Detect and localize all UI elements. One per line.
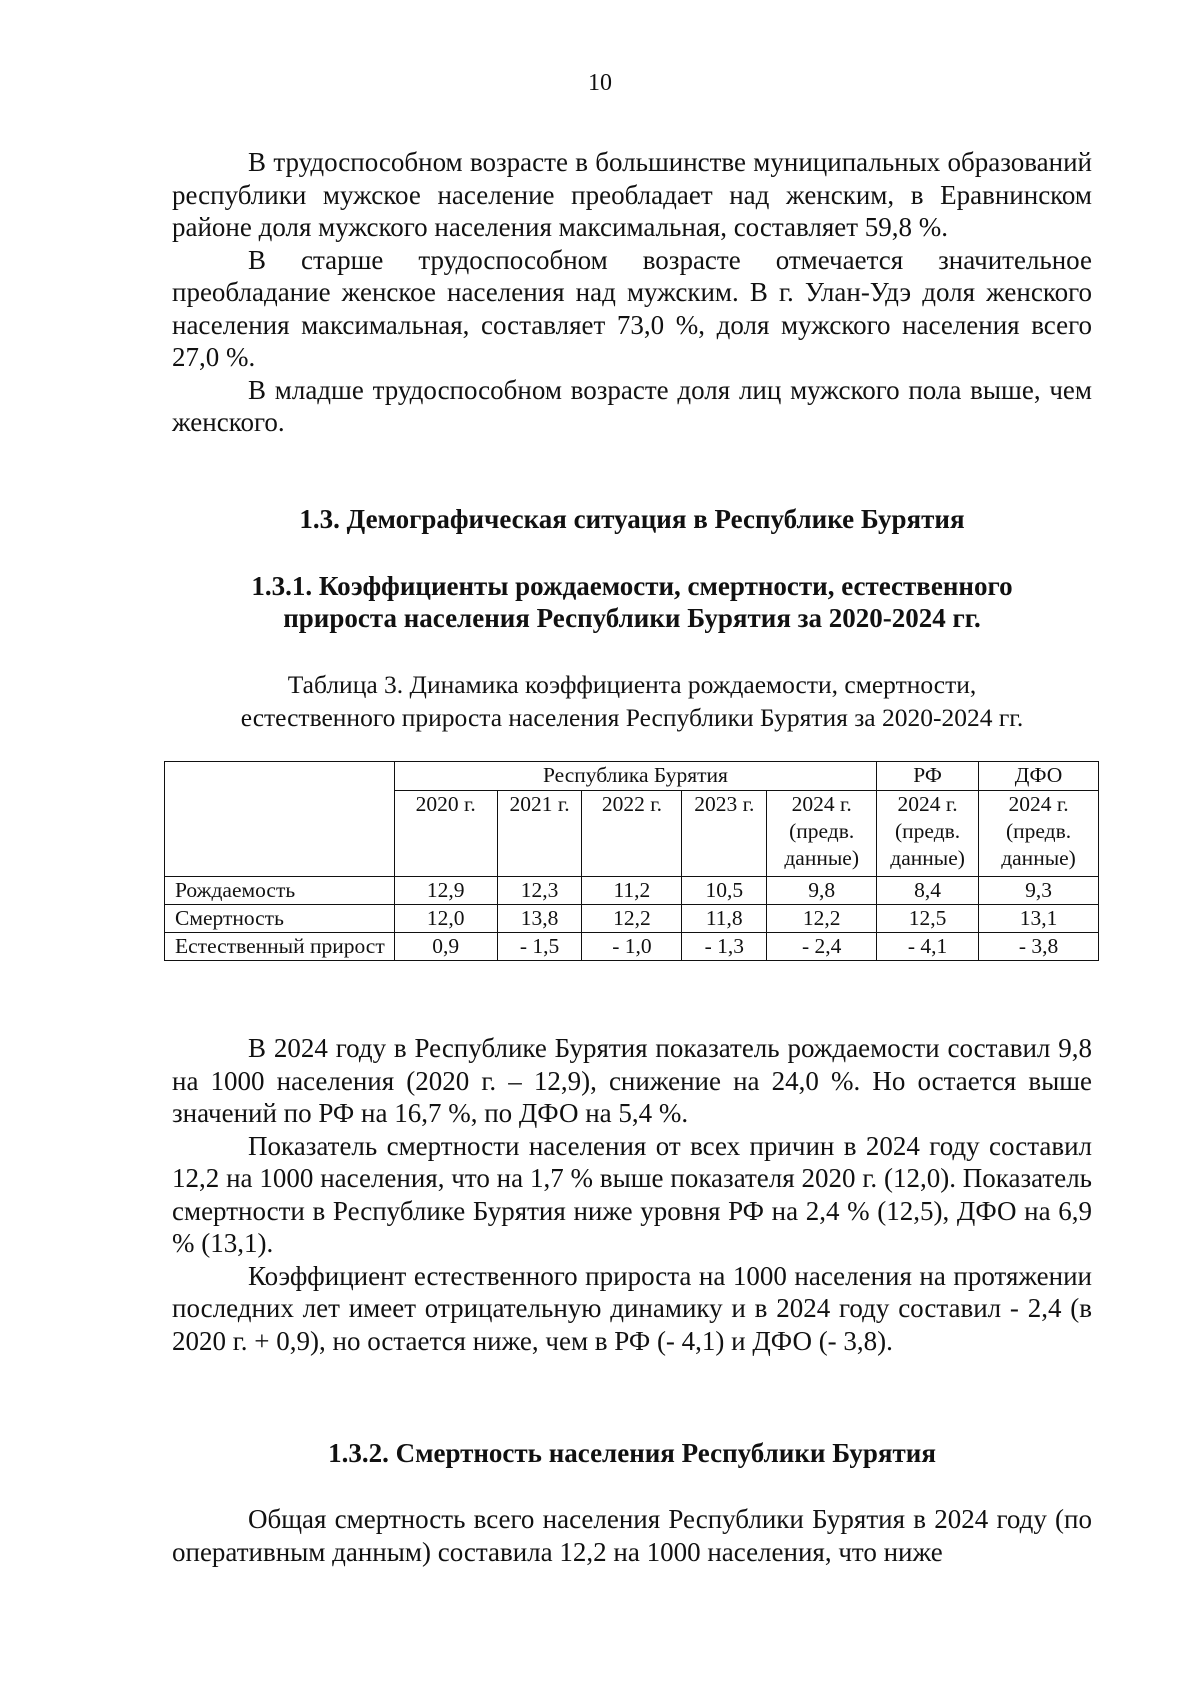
table-cell: 9,8 <box>767 877 877 905</box>
paragraph: Показатель смертности населения от всех причин в 2024 году составил 12,2 на 1000 населения, что на 1,7 % выше показателя 2020 г. (12,0). Показатель смертности в Республике Бурятия ниже уровня РФ на 2,4 % (12,5), ДФО на 6,9 % (13,1). <box>172 1130 1092 1258</box>
paragraph: В трудоспособном возрасте в большинстве муниципальных образований республики мужское население преобладает над женским, в Еравнинском районе доля мужского населения максимальная, составляет 59,8 %. <box>172 147 1092 242</box>
table-row <box>165 905 1099 933</box>
dfo-header: ДФО <box>979 762 1099 791</box>
column-header: 2023 г. <box>682 791 767 877</box>
table-cell: 12,5 <box>877 905 979 933</box>
table-cell: 8,4 <box>877 877 979 905</box>
paragraph: Общая смертность всего населения Республики Бурятия в 2024 году (по оперативным данным) составила 12,2 на 1000 населения, что ниже <box>172 1504 1092 1567</box>
column-header: 2024 г. (предв. данные) <box>877 791 979 877</box>
table-cell: 12,3 <box>497 877 582 905</box>
table-cell: 11,8 <box>682 905 767 933</box>
table-cell: - 2,4 <box>767 933 877 961</box>
group-header: Республика Бурятия <box>394 762 876 791</box>
table-caption-line1: Таблица 3. Динамика коэффициента рождаемости, смертности, <box>287 670 977 699</box>
paragraph: В младше трудоспособном возрасте доля лиц мужского пола выше, чем женского. <box>172 374 1092 437</box>
rf-header: РФ <box>877 762 979 791</box>
table-cell: - 1,0 <box>582 933 682 961</box>
column-header: 2020 г. <box>394 791 497 877</box>
intro-paragraphs <box>172 146 1092 439</box>
table-cell: 12,0 <box>394 905 497 933</box>
analysis-paragraphs <box>172 1032 1092 1357</box>
section-heading: 1.3. Демографическая ситуация в Республике Бурятия <box>299 504 965 534</box>
table-cell: - 3,8 <box>979 933 1099 961</box>
row-label: Естественный прирост <box>165 933 395 961</box>
paragraph: В 2024 году в Республике Бурятия показатель рождаемости составил 9,8 на 1000 населения (2020 г. – 12,9), снижение на 24,0 %. Но остается выше значений по РФ на 16,7 %, по ДФО на 5,4 %. <box>172 1033 1092 1128</box>
column-header: 2022 г. <box>582 791 682 877</box>
subsection-heading-line1: 1.3.1. Коэффициенты рождаемости, смертности, естественного <box>251 571 1013 601</box>
table-cell: 9,3 <box>979 877 1099 905</box>
table-cell: - 4,1 <box>877 933 979 961</box>
table-row <box>165 877 1099 905</box>
row-label: Рождаемость <box>165 877 395 905</box>
table-cell: 13,1 <box>979 905 1099 933</box>
column-header: 2024 г. (предв. данные) <box>767 791 877 877</box>
subsection-heading-line2: прироста населения Республики Бурятия за 2020-2024 гг. <box>283 603 981 633</box>
table-cell: 12,9 <box>394 877 497 905</box>
page-number: 10 <box>588 70 612 96</box>
table-cell: 0,9 <box>394 933 497 961</box>
table-cell: 11,2 <box>582 877 682 905</box>
column-header: 2021 г. <box>497 791 582 877</box>
table-cell: 12,2 <box>767 905 877 933</box>
subsection2-heading: 1.3.2. Смертность населения Республики Бурятия <box>328 1438 936 1468</box>
demographics-table <box>164 761 1099 961</box>
paragraph: Коэффициент естественного прироста на 1000 населения на протяжении последних лет имеет отрицательную динамику и в 2024 году составил - 2,4 (в 2020 г. + 0,9), но остается ниже, чем в РФ (- 4,1) и ДФО (- 3,8). <box>172 1260 1092 1356</box>
table-header-row <box>165 762 1099 791</box>
paragraph: В старше трудоспособном возрасте отмечается значительное преобладание женское населения над мужским. В г. Улан-Удэ доля женского населения максимальная, составляет 73,0 %, доля мужского населения всего 27,0 %. <box>172 244 1092 372</box>
row-label: Смертность <box>165 905 395 933</box>
table-corner-cell <box>165 762 395 877</box>
table-cell: - 1,5 <box>497 933 582 961</box>
table-cell: 12,2 <box>582 905 682 933</box>
table-cell: 10,5 <box>682 877 767 905</box>
column-header: 2024 г. (предв. данные) <box>979 791 1099 877</box>
table-cell: 13,8 <box>497 905 582 933</box>
table-caption-line2: естественного прироста населения Республики Бурятия за 2020-2024 гг. <box>240 703 1024 732</box>
table-row <box>165 933 1099 961</box>
table-cell: - 1,3 <box>682 933 767 961</box>
